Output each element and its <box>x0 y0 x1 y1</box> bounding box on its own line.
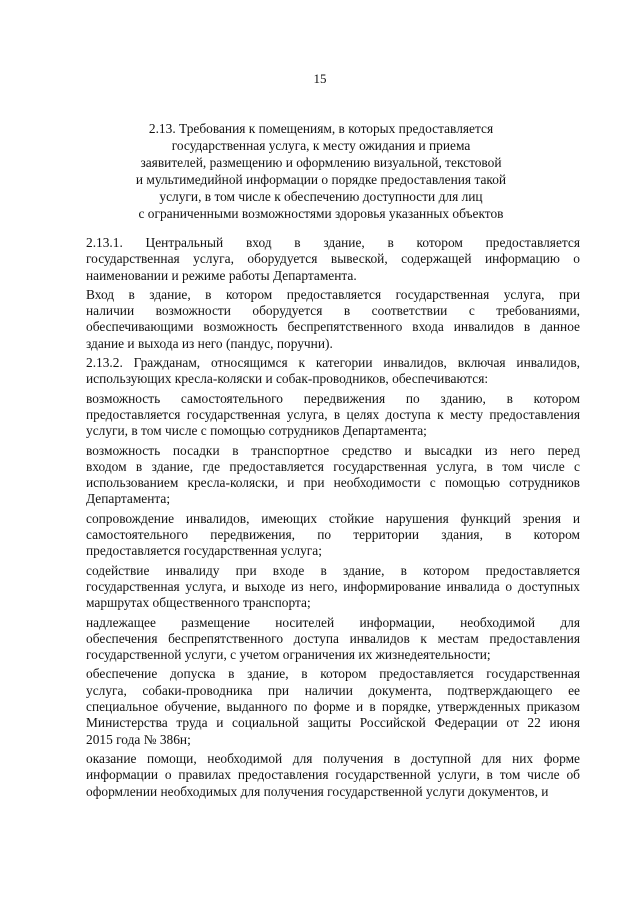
text-line: 2.13.2. Гражданам, относящимся к категории инвалидов, включая инвалидов, <box>86 355 580 371</box>
text-line: наименовании и режиме работы Департамента. <box>86 267 357 283</box>
paragraph <box>86 355 580 388</box>
text-line: здание и выхода из него (пандус, поручни). <box>86 335 333 351</box>
paragraph <box>86 511 580 560</box>
text-line: специальное обучение, выданного по форме и в порядке, утвержденных приказом <box>86 699 580 715</box>
paragraph <box>86 391 580 440</box>
page-number: 15 <box>313 71 327 86</box>
paragraph <box>86 666 580 747</box>
paragraph <box>86 443 580 508</box>
text-line: 2.13.1. Центральный вход в здание, в котором предоставляется <box>86 235 580 250</box>
heading-line: 2.13. Требования к помещениям, в которых предоставляется <box>148 121 494 136</box>
heading-line: заявителей, размещению и оформлению визуальной, текстовой <box>140 155 502 170</box>
text-line: государственной услуги, с учетом ограничения их жизнедеятельности; <box>86 647 491 663</box>
text-line: использующих кресла-коляски и собак-проводников, обеспечиваются: <box>86 371 489 387</box>
document-body <box>86 235 580 803</box>
text-line: надлежащее размещение носителей информации, необходимой для <box>86 614 580 630</box>
text-line: возможность самостоятельного передвижения по зданию, в котором <box>86 390 580 406</box>
text-line: Департамента; <box>86 491 171 507</box>
text-line: информации о правилах предоставления государственной услуги, в том числе об <box>86 767 580 783</box>
text-line: входом в здание, где предоставляется государственная услуга, в том числе с <box>86 458 580 474</box>
text-line: маршрутах общественного транспорта; <box>86 595 311 611</box>
text-line: оформлении необходимых для получения государственной услуги документов, и <box>86 783 549 799</box>
text-line: Вход в здание, в котором предоставляется государственная услуга, при <box>86 286 580 302</box>
text-line: обеспечения беспрепятственного доступа инвалидов к местам предоставления <box>86 630 580 646</box>
paragraph <box>86 751 580 800</box>
heading-line: услуги, в том числе к обеспечению доступности для лиц <box>159 189 483 204</box>
text-line: наличии возможности оборудуется в соответствии с требованиями, <box>86 303 580 319</box>
text-line: обеспечивающими возможность беспрепятственного входа инвалидов в данное <box>86 319 580 335</box>
paragraph <box>86 287 580 352</box>
heading-line: с ограниченными возможностями здоровья указанных объектов <box>138 206 504 221</box>
text-line: возможность посадки в транспортное средство и высадки из него перед <box>86 442 580 458</box>
text-line: государственная услуга, оборудуется вывеской, содержащей информацию о <box>86 251 580 267</box>
text-line: предоставляется государственная услуга; <box>86 543 322 559</box>
text-line: государственная услуга, и выходе из него, информирование инвалида о доступных <box>86 578 580 594</box>
text-line: Министерства труда и социальной защиты Российской Федерации от 22 июня <box>86 715 580 731</box>
text-line: использованием кресла-коляски, и при необходимости с помощью сотрудников <box>86 475 580 491</box>
heading-line: и мультимедийной информации о порядке предоставления такой <box>135 172 507 187</box>
section-heading <box>96 120 546 222</box>
heading-line: государственная услуга, к месту ожидания и приема <box>171 138 471 153</box>
text-line: предоставляется государственная услуга, в целях доступа к месту предоставления <box>86 406 580 422</box>
paragraph <box>86 615 580 664</box>
text-line: обеспечение допуска в здание, в котором предоставляется государственная <box>86 666 580 682</box>
paragraph <box>86 235 580 284</box>
text-line: услуги, в том числе с помощью сотрудников Департамента; <box>86 423 427 439</box>
text-line: сопровождение инвалидов, имеющих стойкие нарушения функций зрения и <box>86 510 580 526</box>
text-line: содействие инвалиду при входе в здание, в котором предоставляется <box>86 562 580 578</box>
text-line: услуга, собаки-проводника при наличии документа, подтверждающего ее <box>86 682 580 698</box>
text-line: 2015 года № 386н; <box>86 731 191 747</box>
text-line: оказание помощи, необходимой для получения в доступной для них форме <box>86 750 580 766</box>
paragraph <box>86 563 580 612</box>
text-line: самостоятельного передвижения, по территории здания, в котором <box>86 527 580 543</box>
